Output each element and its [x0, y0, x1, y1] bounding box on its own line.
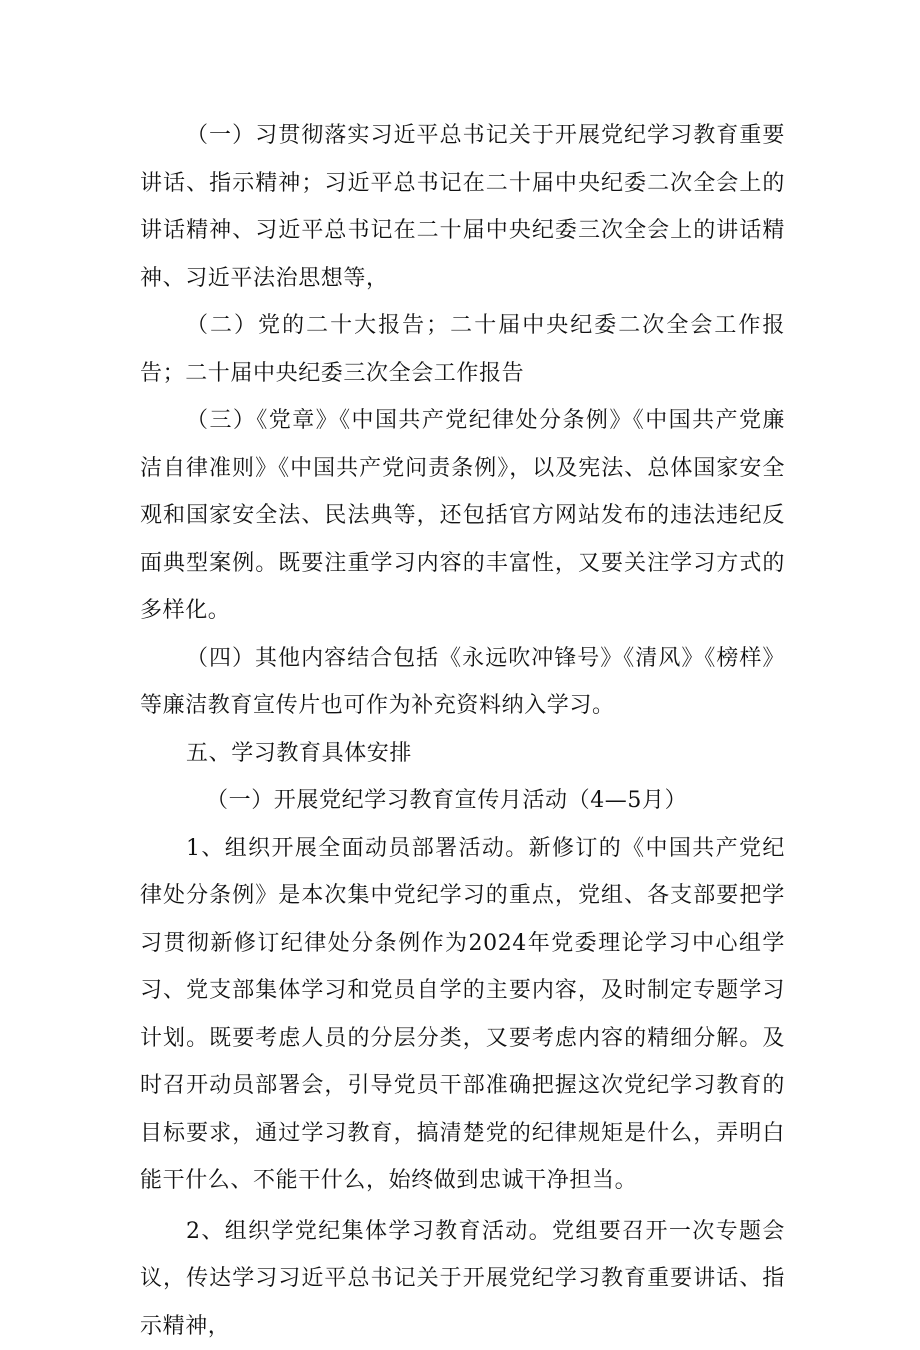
arrangement-item-2: 2、组织学党纪集体学习教育活动。党组要召开一次专题会议，传达学习习近平总书记关于开展党纪学习教育重要讲话、指示精神，	[140, 1208, 785, 1350]
content-item-3: （三）《党章》《中国共产党纪律处分条例》《中国共产党廉洁自律准则》《中国共产党问责条例》，以及宪法、总体国家安全观和国家安全法、民法典等，还包括官方网站发布的违法违纪反面典型案例。既要注重学习内容的丰富性，又要关注学习方式的多样化。	[140, 397, 785, 635]
content-item-2: （二）党的二十大报告；二十届中央纪委二次全会工作报告；二十届中央纪委三次全会工作报告	[140, 302, 785, 397]
subsection-heading-1: （一）开展党纪学习教育宣传月活动（4—5月）	[140, 777, 785, 825]
arrangement-item-1: 1、组织开展全面动员部署活动。新修订的《中国共产党纪律处分条例》是本次集中党纪学习的重点，党组、各支部要把学习贯彻新修订纪律处分条例作为2024年党委理论学习中心组学习、党支部集体学习和党员自学的主要内容，及时制定专题学习计划。既要考虑人员的分层分类，又要考虑内容的精细分解。及时召开动员部署会，引导党员干部准确把握这次党纪学习教育的目标要求，通过学习教育，搞清楚党的纪律规矩是什么，弄明白能干什么、不能干什么，始终做到忠诚干净担当。	[140, 825, 785, 1205]
document-body	[140, 112, 785, 1350]
content-item-4: （四）其他内容结合包括《永远吹冲锋号》《清风》《榜样》等廉洁教育宣传片也可作为补充资料纳入学习。	[140, 635, 785, 730]
section-heading-5: 五、学习教育具体安排	[140, 730, 785, 778]
content-item-1: （一）习贯彻落实习近平总书记关于开展党纪学习教育重要讲话、指示精神；习近平总书记在二十届中央纪委二次全会上的讲话精神、习近平总书记在二十届中央纪委三次全会上的讲话精神、习近平法治思想等，	[140, 112, 785, 302]
